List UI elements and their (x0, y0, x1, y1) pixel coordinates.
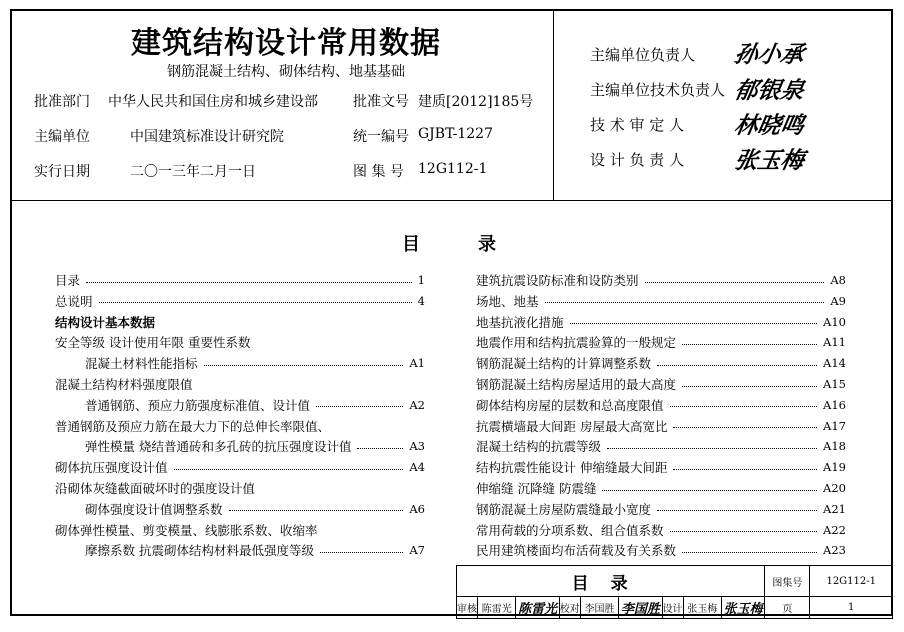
toc-entry-title: 结构设计基本数据 (55, 314, 156, 330)
signature-tech: 郁银泉 (732, 77, 807, 104)
toc-entry (55, 374, 425, 394)
toc-entry-page: 4 (417, 293, 425, 308)
toc-entry (476, 540, 846, 560)
toc-leader-dots (204, 365, 404, 366)
date-label: 实行日期 (34, 164, 90, 180)
toc-entry (85, 499, 425, 519)
toc-entry (476, 416, 846, 436)
toc-entry (476, 353, 846, 373)
toc-leader-dots (545, 302, 825, 303)
code-label: 统一编号 (353, 129, 409, 145)
toc-entry (55, 270, 425, 290)
toc-entry-title: 地基抗液化措施 (476, 314, 564, 330)
toc-entry-page: A16 (823, 397, 846, 412)
toc-entry (55, 457, 425, 477)
dept-value: 中华人民共和国住房和城乡建设部 (108, 94, 318, 110)
toc-leader-dots (670, 406, 818, 407)
toc-entry-title: 砌体结构房屋的层数和总高度限值 (476, 397, 664, 413)
toc-entry-title: 常用荷载的分项系数、组合值系数 (476, 522, 664, 538)
toc-leader-dots (316, 406, 403, 407)
toc-leader-dots (607, 448, 817, 449)
check-signature: 李国胜 (619, 597, 662, 619)
resp-label-chief: 主编单位负责人 (590, 46, 696, 64)
design-label: 设计 (662, 597, 683, 619)
toc-entry (476, 270, 846, 290)
toc-leader-dots (645, 282, 825, 283)
toc-entry (476, 312, 846, 332)
toc-entry-title: 普通钢筋、预应力筋强度标准值、设计值 (85, 397, 311, 413)
atlas-subtitle: 钢筋混凝土结构、砌体结构、地基基础 (167, 64, 405, 80)
toc-entry-page: A4 (409, 460, 425, 475)
toc-entry-title: 混凝土结构材料强度限值 (55, 377, 193, 392)
toc-entry-page: A18 (823, 439, 846, 454)
toc-entry-title: 混凝土结构的抗震等级 (476, 439, 602, 455)
toc-entry-page: A19 (823, 460, 846, 475)
toc-entry (85, 395, 425, 415)
toc-entry-page: A15 (823, 377, 846, 391)
toc-entry (85, 540, 425, 560)
toc-entry-title: 建筑抗震设防标准和设防类别 (476, 273, 639, 288)
toc-entry (476, 499, 846, 519)
toc-entry (55, 312, 425, 332)
toc-entry-page: A9 (830, 293, 846, 308)
toc-entry (476, 291, 846, 311)
toc-entry-page: A10 (823, 314, 846, 329)
title-block-title: 目录 (457, 566, 765, 597)
toc-entry-title: 伸缩缝 沉降缝 防震缝 (476, 481, 597, 496)
editor-label: 主编单位 (34, 129, 90, 145)
toc-entry (476, 374, 846, 394)
toc-entry-page: A20 (823, 481, 846, 495)
toc-entry-title: 钢筋混凝土结构房屋适用的最大高度 (476, 377, 677, 392)
toc-leader-dots (657, 365, 817, 366)
toc-leader-dots (357, 448, 403, 449)
toc-entry (476, 332, 846, 352)
toc-entry-title: 结构抗震性能设计 伸缩缝最大间距 (476, 460, 668, 476)
header-divider (10, 200, 893, 201)
toc-entry-title: 目录 (55, 273, 81, 288)
toc-entry-page: A17 (823, 418, 846, 433)
toc-leader-dots (673, 469, 817, 470)
code-value: GJBT-1227 (418, 126, 493, 142)
date-value: 二〇一三年二月一日 (130, 164, 256, 180)
toc-entry (476, 457, 846, 477)
toc-leader-dots (673, 427, 817, 428)
editor-value: 中国建筑标准设计研究院 (130, 129, 284, 145)
approval-label: 批准文号 (353, 94, 409, 110)
toc-entry-title: 混凝土材料性能指标 (85, 356, 198, 372)
toc-entry-title: 抗震横墙最大间距 房屋最大高宽比 (476, 418, 668, 434)
toc-entry (85, 353, 425, 373)
toc-entry-title: 场地、地基 (476, 293, 539, 309)
resp-label-tech: 主编单位技术负责人 (590, 81, 726, 99)
toc-leader-dots (229, 510, 404, 511)
review-signature: 陈雷光 (516, 597, 559, 619)
toc-entry (476, 436, 846, 456)
toc-entry-page: A11 (823, 335, 846, 350)
toc-entry (55, 478, 425, 498)
signature-review: 林晓鸣 (732, 112, 807, 139)
title-block-atlas-label: 图集号 (765, 566, 810, 597)
toc-entry-page: A8 (830, 273, 846, 287)
toc-leader-dots (99, 302, 412, 303)
toc-leader-dots (682, 386, 817, 387)
resp-label-review: 技 术 审 定 人 (590, 116, 685, 134)
signature-chief: 孙小承 (732, 41, 807, 68)
check-label: 校对 (559, 597, 580, 619)
toc-entry (476, 395, 846, 415)
toc-entry-page: A22 (823, 522, 846, 537)
toc-entry-page: A14 (823, 356, 846, 371)
toc-leader-dots (320, 552, 403, 553)
toc-entry-title: 地震作用和结构抗震验算的一般规定 (476, 335, 677, 351)
toc-entry-page: A3 (409, 439, 425, 454)
toc-heading: 目录 (402, 234, 554, 255)
toc-leader-dots (682, 344, 817, 345)
signature-design: 张玉梅 (732, 147, 807, 174)
dept-label: 批准部门 (34, 94, 90, 110)
toc-entry (55, 416, 425, 436)
toc-entry-title: 沿砌体灰缝截面破坏时的强度设计值 (55, 481, 256, 496)
toc-entry-title: 普通钢筋及预应力筋在最大力下的总伸长率限值、 (55, 418, 331, 434)
toc-entry (476, 520, 846, 540)
review-label: 审核 (457, 597, 478, 619)
atlas-label: 图 集 号 (353, 164, 404, 180)
approval-value: 建质[2012]185号 (418, 94, 534, 110)
toc-entry (55, 520, 425, 540)
page-value: 1 (810, 597, 893, 619)
toc-entry-title: 砌体弹性模量、剪变模量、线膨胀系数、收缩率 (55, 522, 318, 538)
toc-entry-page: A21 (823, 501, 846, 516)
atlas-value: 12G112-1 (418, 161, 488, 177)
toc-leader-dots (670, 531, 818, 532)
design-signature: 张玉梅 (722, 597, 765, 619)
toc-entry (476, 478, 846, 498)
design-name: 张玉梅 (683, 597, 721, 619)
toc-leader-dots (657, 510, 817, 511)
toc-entry-title: 摩擦系数 抗震砌体结构材料最低强度等级 (85, 543, 314, 559)
header-vertical-divider (553, 9, 554, 201)
toc-entry-title: 钢筋混凝土房屋防震缝最小宽度 (476, 501, 652, 517)
toc-entry-title: 弹性模量 烧结普通砖和多孔砖的抗压强度设计值 (85, 439, 352, 455)
page-label: 页 (765, 597, 810, 619)
toc-entry-page: 1 (417, 273, 425, 287)
toc-leader-dots (602, 490, 817, 491)
toc-entry-title: 钢筋混凝土结构的计算调整系数 (476, 356, 652, 372)
toc-entry (85, 436, 425, 456)
atlas-title: 建筑结构设计常用数据 (131, 26, 441, 61)
toc-entry-title: 民用建筑楼面均布活荷载及有关系数 (476, 543, 677, 559)
toc-entry-title: 砌体强度设计值调整系数 (85, 501, 223, 517)
toc-entry-page: A7 (409, 543, 425, 558)
toc-entry (55, 332, 425, 352)
toc-entry-page: A1 (409, 356, 425, 371)
toc-entry-title: 总说明 (55, 293, 93, 309)
review-name: 陈雷光 (478, 597, 516, 619)
check-name: 李国胜 (580, 597, 618, 619)
title-block-atlas-value: 12G112-1 (810, 566, 893, 597)
title-block (456, 565, 893, 619)
toc-leader-dots (86, 282, 412, 283)
toc-leader-dots (570, 323, 818, 324)
toc-entry-title: 砌体抗压强度设计值 (55, 460, 168, 476)
toc-leader-dots (682, 552, 817, 553)
toc-entry-title: 安全等级 设计使用年限 重要性系数 (55, 335, 251, 351)
toc-entry-page: A6 (409, 501, 425, 516)
toc-leader-dots (174, 469, 404, 470)
toc-entry (55, 291, 425, 311)
resp-label-design: 设 计 负 责 人 (590, 151, 685, 169)
toc-entry-page: A23 (823, 543, 846, 558)
toc-entry-page: A2 (409, 397, 425, 412)
